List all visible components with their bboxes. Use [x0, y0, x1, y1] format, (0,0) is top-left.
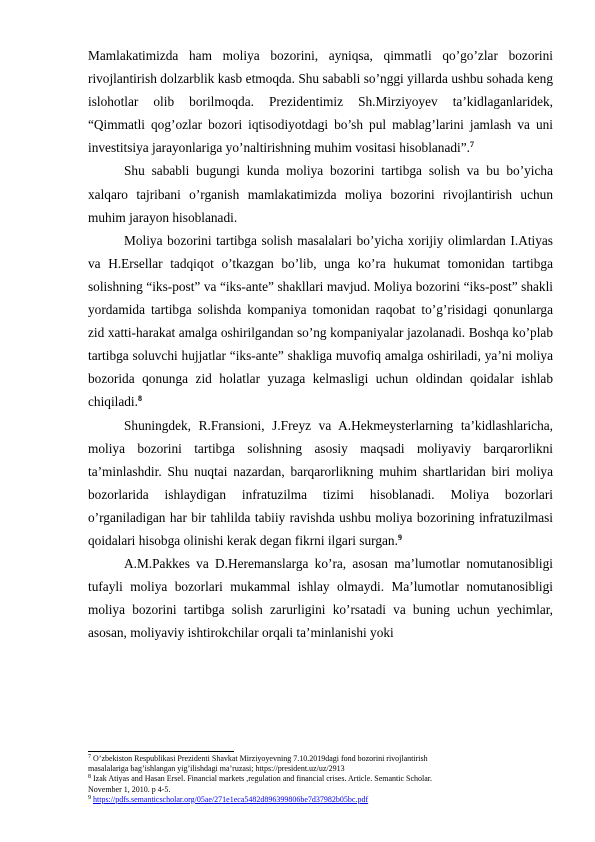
paragraph-text: Shuningdek, R.Fransioni, J.Freyz va A.Hekmeysterlarning ta’kidlashlaricha, moliya bozorini tartibga solishning asosiy maqsadi moliyaviy barqarorlikni ta’minlashdir. Shu nuqtai nazardan, barqarorlikning muhim shartlaridan biri moliya bozorlarida ishlaydigan infratuzilma tizimi hisoblanadi. Moliya bozorlari o’rganiladigan har bir tahlilda tabiiy ravishda ushbu moliya bozorining infratuzilmasi qoidalari hisobga olinishi kerak degan fikrni ilgari surgan.	[88, 417, 553, 548]
footnote-ref-9[interactable]: 9	[397, 532, 402, 542]
paragraph-2	[88, 159, 553, 228]
paragraph-4	[88, 414, 553, 553]
footnotes	[88, 754, 558, 805]
footnote-number: 9	[88, 794, 91, 801]
footnote-link[interactable]: https://pdfs.semanticscholar.org/05ae/271e1eca5482d896399806be7d37982b05bc.pdf	[93, 794, 369, 804]
footnote-separator	[88, 751, 234, 752]
footnote-number: 7	[88, 754, 91, 760]
paragraph-text: Mamlakatimizda ham moliya bozorini, ayniqsa, qimmatli qo’go’zlar bozorini rivojlantirish dolzarblik kasb etmoqda. Shu sababli so’nggi yillarda ushbu sohada keng islohotlar olib borilmoqda. Prezidentimiz Sh.Mirziyoyev ta’kidlaganlaridek, “Qimmatli qog’ozlar bozori iqtisodiyotdagi bo’sh pul mablag’larini jamlash va uni investitsiya jarayonlariga yo’naltirishning muhim vositasi hisoblanadi”.	[88, 48, 553, 156]
paragraph-text: A.M.Pakkes va D.Heremanslarga ko’ra, asosan ma’lumotlar nomutanosibligi tufayli moliya bozorlari mukammal ishlay olmaydi. Ma’lumotlar nomutanosibligi moliya bozorini tartibga solish zarurligini ko’rsatadi va buning uchun yechimlar, asosan, moliyaviy ishtirokchilar orqali ta’minlanishi yoki	[88, 556, 553, 641]
footnote-ref-7[interactable]: 7	[470, 140, 475, 150]
paragraph-1	[88, 44, 553, 159]
footnote-text: O’zbekiston Respublikasi Prezidenti Shavkat Mirziyoyevning 7.10.2019dagi fond bozorini rivojlantirish	[93, 754, 428, 763]
paragraph-5	[88, 552, 553, 644]
footnote-text: November 1, 2010. p 4-5.	[88, 784, 171, 794]
paragraph-text: Shu sababli bugungi kunda moliya bozorini tartibga solish va bu bo’yicha xalqaro tajribani o’rganish mamlakatimizda moliya bozorini rivojlantirish uchun muhim jarayon hisoblanadi.	[88, 163, 553, 225]
paragraph-3	[88, 229, 553, 414]
footnote-9	[88, 795, 558, 805]
body-text	[88, 44, 553, 644]
footnote-text: Izak Atiyas and Hasan Ersel. Financial markets ,regulation and financial crises. Article. Semantic Scholar.	[93, 774, 433, 784]
footnote-text: masalalariga bag’ishlangan yig’ilishdagi ma’ruzasi; https://president.uz/uz/2913	[88, 764, 345, 774]
footnote-ref-8[interactable]: 8	[137, 394, 142, 404]
paragraph-text: Moliya bozorini tartibga solish masalalari bo’yicha xorijiy olimlardan I.Atiyas va H.Ersellar tadqiqot o’tkazgan bo’lib, unga ko’ra hukumat tomonidan tartibga solishning “iks-post” va “iks-ante” shakllari mavjud. Moliya bozorini “iks-post” shakli yordamida tartibga solishda kompaniya tomonidan raqobat to’g’risidagi qonunlarga zid xatti-harakat amalga oshirilgandan so’ng kompaniyalar jazolanadi. Boshqa ko’plab tartibga soluvchi hujjatlar “iks-ante” shakliga muvofiq amalga oshiriladi, ya’ni moliya bozorida qonunga zid holatlar yuzaga kelmasligi uchun oldindan qoidalar ishlab chiqiladi.	[88, 232, 553, 410]
footnote-8	[88, 774, 558, 794]
footnote-7	[88, 754, 558, 774]
footnote-number: 8	[88, 774, 91, 781]
